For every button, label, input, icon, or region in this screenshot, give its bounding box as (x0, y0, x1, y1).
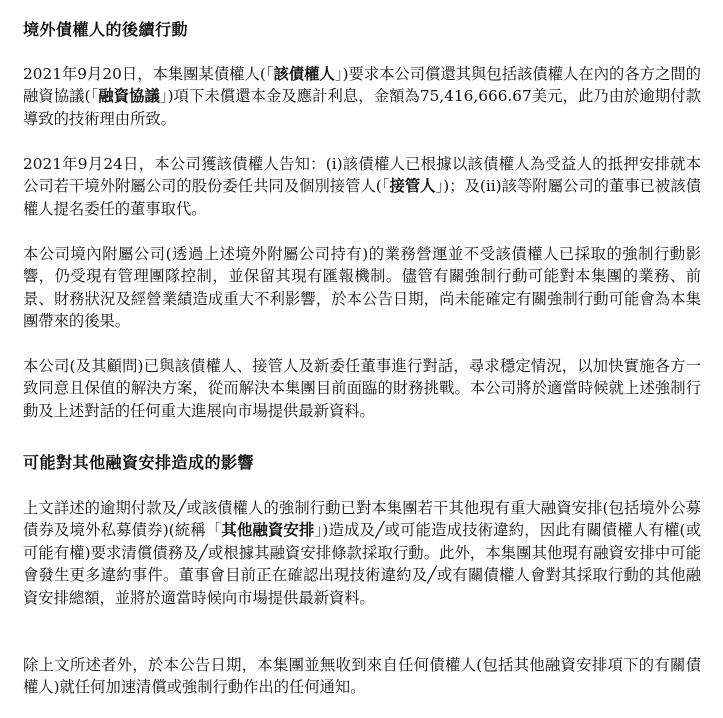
defined-term-other-financing: 其他融資安排 (221, 521, 315, 540)
paragraph-onshore-operations: 本公司境內附屬公司(透過上述境外附屬公司持有)的業務營運並不受該債權人已採取的強制行動影響，仍受現有管理團隊控制，並保留其現有匯報機制。儘管有關強制行動可能對本集團的業務、前景、財務狀況及經營業績造成重大不利影響，於本公告日期，尚未能確定有關強制行動可能會為本集團帶來的後果。 (23, 245, 701, 331)
paragraph-loan-demand: 2021年9月20日，本集團某債權人(「該債權人」)要求本公司償還其與包括該債權人在內的各方之間的融資協議(「融資協議」)項下未償還本金及應計利息，金額為75,416,666.67美元，此乃由於逾期付款導致的技術理由所致。 (23, 65, 701, 128)
defined-term-creditor: 該債權人 (273, 65, 335, 83)
defined-term-receivers: 接管人 (389, 177, 436, 196)
section-heading-offshore-creditor-actions: 境外債權人的後續行動 (23, 20, 189, 39)
defined-term-facility-agreement: 融資協議 (98, 87, 160, 106)
section-heading-other-financing-impact: 可能對其他融資安排造成的影響 (23, 453, 255, 472)
paragraph-cross-default: 上文詳述的逾期付款及╱或該債權人的強制行動已對本集團若干其他現有重大融資安排(包括境外公募債券及境外私募債券)(統稱「其他融資安排」)造成及╱或可能造成技術違約，因此有關債權人有權(或可能有權)要求清償債務及╱或根據其融資安排條款採取行動。此外，本集團其他現有融資安排中可能會發生更多違約事件。董事會目前正在確認出現技術違約及╱或有關債權人會對其採取行動的其他融資安排總額，並將於適當時候向市場提供最新資料。 (23, 499, 702, 607)
paragraph-receivers-appointment: 2021年9月24日，本公司獲該債權人告知：(i)該債權人已根據以該債權人為受益人的抵押安排就本公司若干境外附屬公司的股份委任共同及個別接管人(「接管人」)；及(ii)該等附屬公司的董事已被該債權人提名委任的董事取代。 (23, 155, 701, 218)
paragraph-no-other-notices: 除上文所述者外，於本公告日期，本集團並無收到來自任何債權人(包括其他融資安排項下的有關債權人)就任何加速清償或強制行動作出的任何通知。 (23, 656, 701, 697)
paragraph-dialogue-update: 本公司(及其顧問)已與該債權人、接管人及新委任董事進行對話，尋求穩定情況，以加快實施各方一致同意且保值的解決方案，從而解決本集團目前面臨的財務挑戰。本公司將於適當時候就上述強制行動及上述對話的任何重大進展向市場提供最新資料。 (23, 357, 701, 420)
